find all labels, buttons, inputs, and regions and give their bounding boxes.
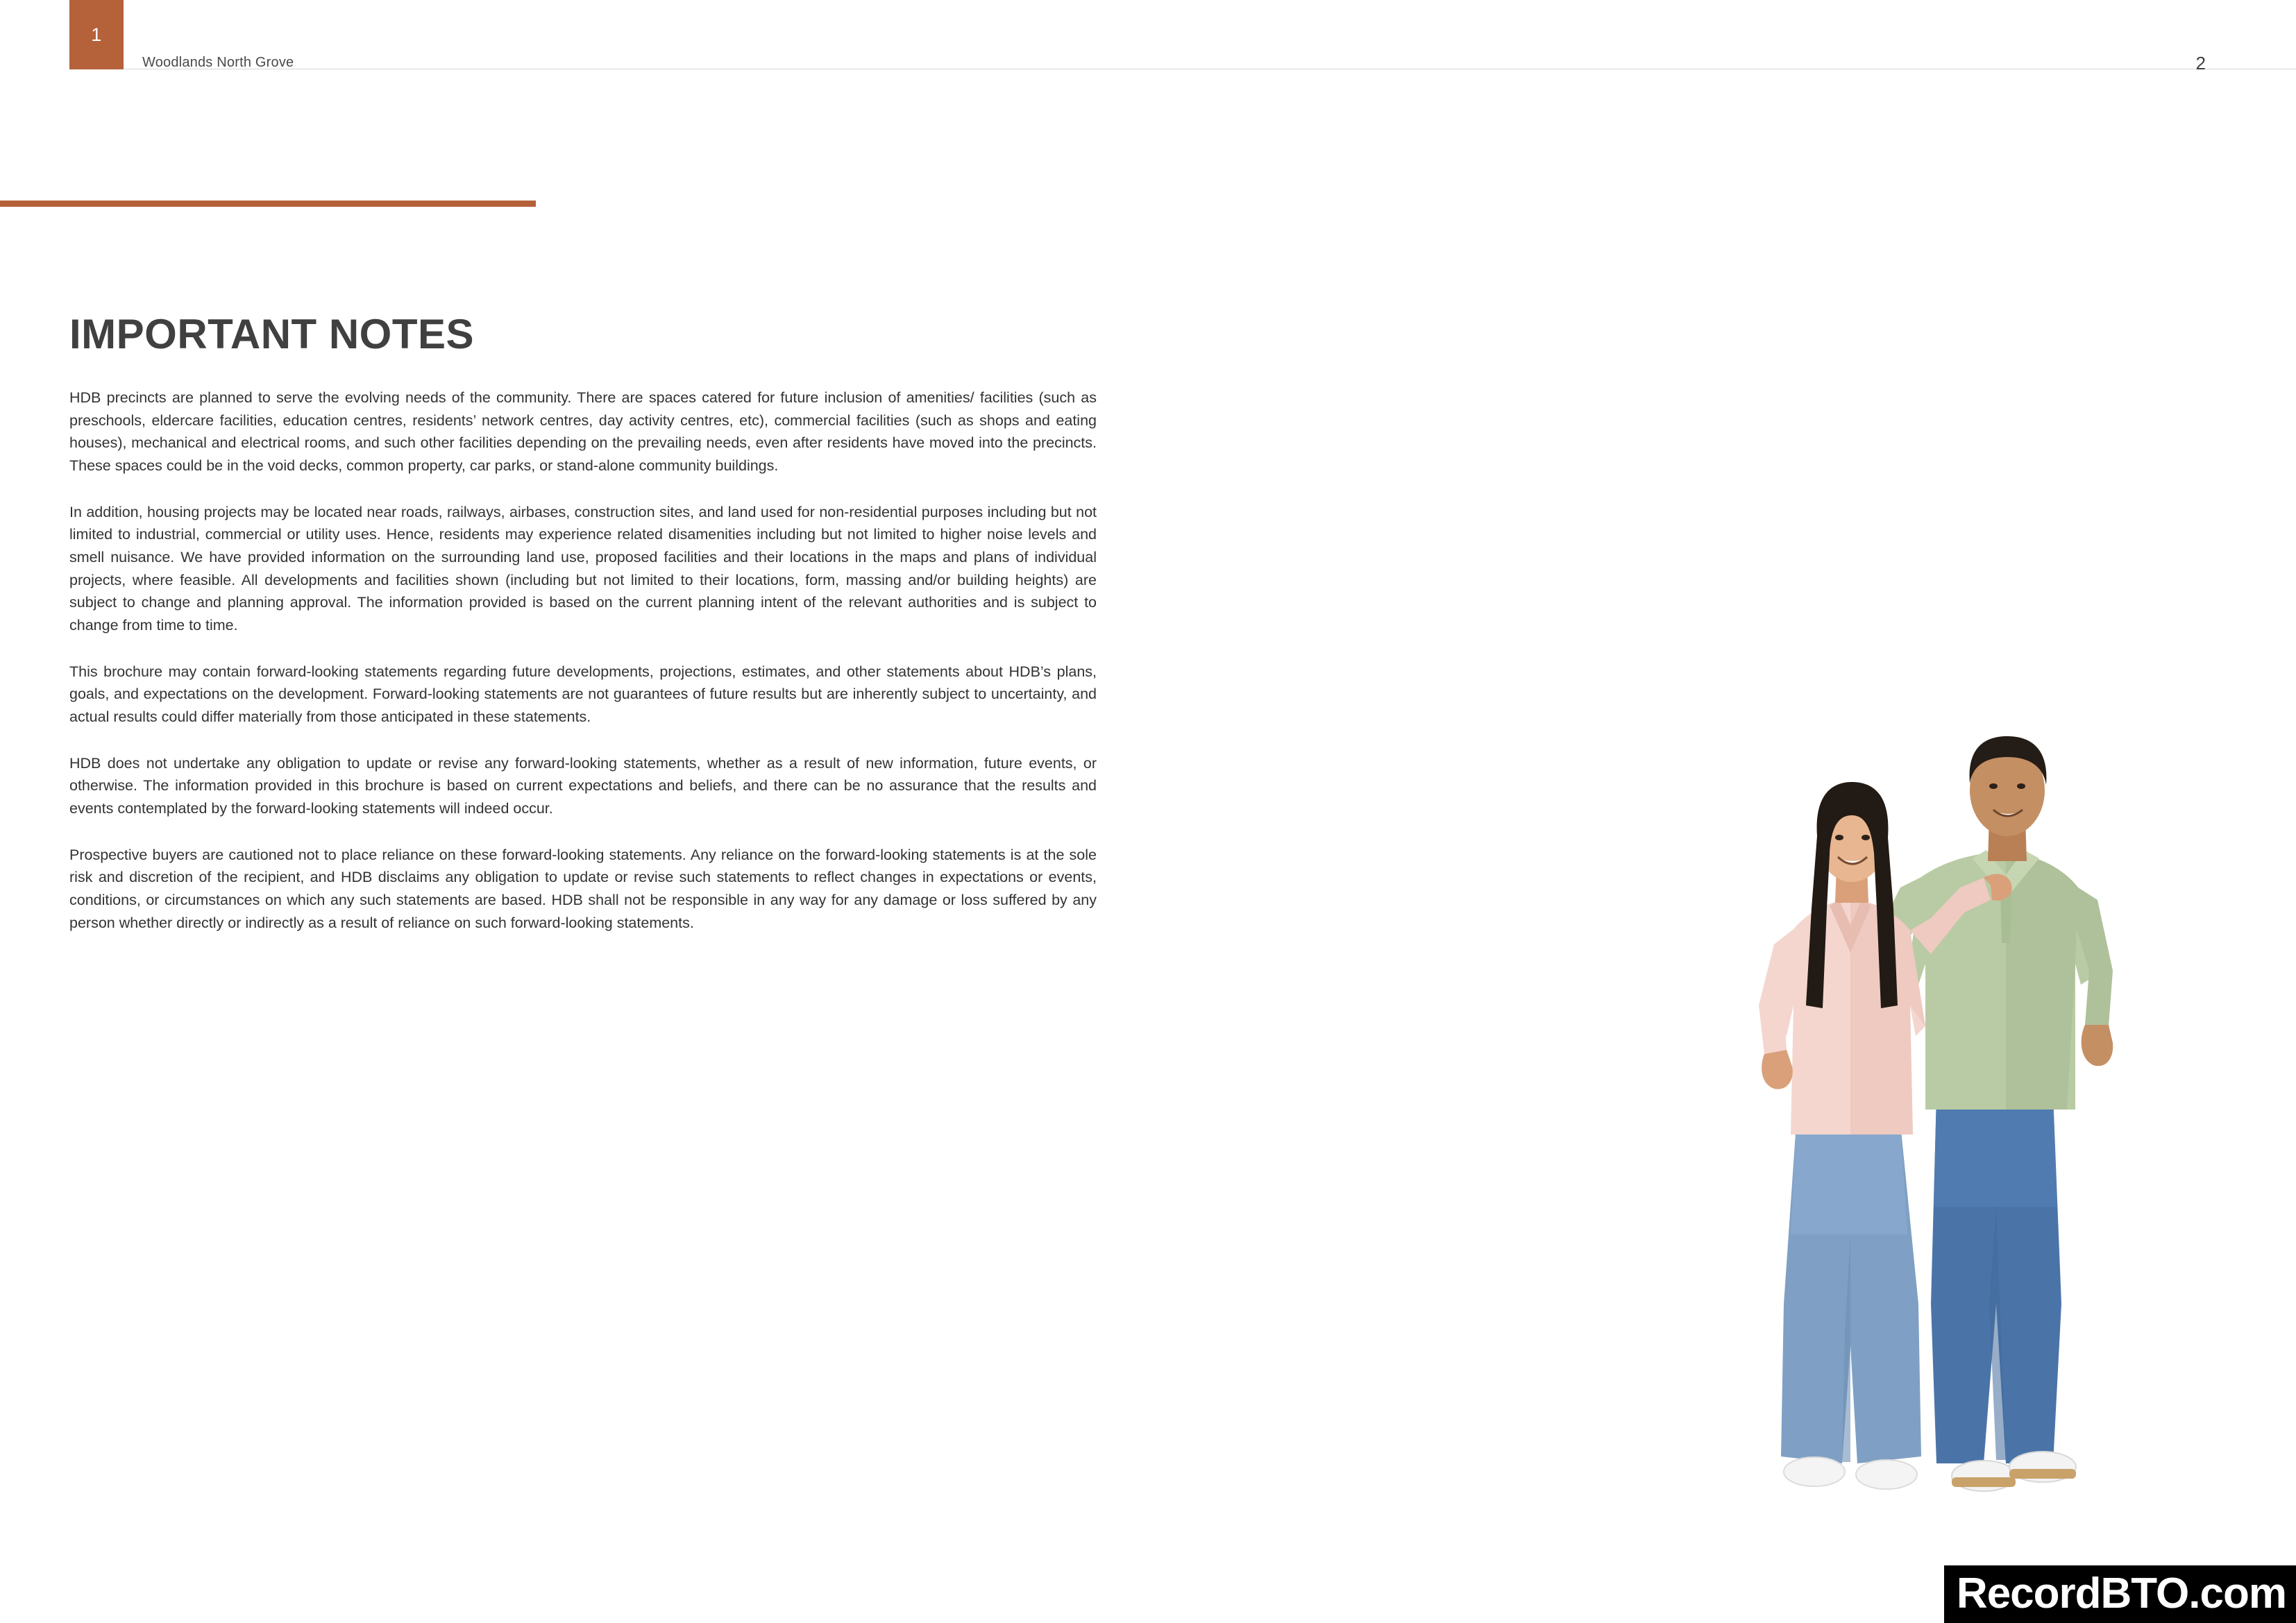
couple-photo bbox=[1692, 679, 2192, 1595]
couple-illustration bbox=[1692, 679, 2192, 1595]
section-number-tab bbox=[69, 0, 124, 69]
watermark-label: RecordBTO.com bbox=[1944, 1565, 2296, 1623]
section-number-label: 1 bbox=[91, 24, 102, 45]
note-paragraph: This brochure may contain forward-looking statements regarding future developments, projections, estimates, and other statements about HDB’s plans, goals, and expectations on the development. Forward-looking statements are not guarantees of future results but are inherently subject to uncertainty, and actual results could differ materially from those anticipated in these statements. bbox=[69, 663, 1097, 726]
important-notes-section bbox=[69, 312, 1097, 934]
note-paragraph: HDB precincts are planned to serve the evolving needs of the community. There are spaces catered for future inclusion of amenities/ facilities (such as preschools, eldercare facilities, education centres, residents’ network centres, day activity centres, etc), commercial facilities (such as shops and eating houses), mechanical and electrical rooms, and such other facilities depending on the prevailing needs, even after residents have moved into the precincts. These spaces could be in the void decks, common property, car parks, or stand-alone community buildings. bbox=[69, 389, 1097, 475]
project-title: Woodlands North Grove bbox=[142, 55, 294, 70]
accent-bar bbox=[0, 201, 536, 207]
note-paragraph: In addition, housing projects may be located near roads, railways, airbases, construction sites, and land used for non-residential purposes including but not limited to industrial, commercial or utility uses. Hence, residents may experience related disamenities including but not limited to higher noise levels and smell nuisance. We have provided information on the surrounding land use, proposed facilities and their locations in the maps and plans of individual projects, where feasible. All developments and facilities shown (including but not limited to their locations, form, massing and/or building heights) are subject to change and planning approval. The information provided is based on the current planning intent of the relevant authorities and is subject to change from time to time. bbox=[69, 503, 1097, 634]
page-folio: 2 bbox=[2195, 53, 2206, 74]
page-title: IMPORTANT NOTES bbox=[69, 311, 475, 357]
note-paragraph: HDB does not undertake any obligation to update or revise any forward-looking statements, whether as a result of new information, future events, or otherwise. The information provided in this brochure is based on current expectations and beliefs, and there can be no assurance that the results and events contemplated by the forward-looking statements will indeed occur. bbox=[69, 754, 1097, 817]
note-paragraph: Prospective buyers are cautioned not to place reliance on these forward-looking statements. Any reliance on the forward-looking statements is at the sole risk and discretion of the recipient, and HDB disclaims any obligation to update or revise such statements to reflect changes in expectations or events, conditions, or circumstances on which any such statements are based. HDB shall not be responsible in any way for any damage or loss suffered by any person whether directly or indirectly as a result of reliance on such forward-looking statements. bbox=[69, 846, 1097, 931]
